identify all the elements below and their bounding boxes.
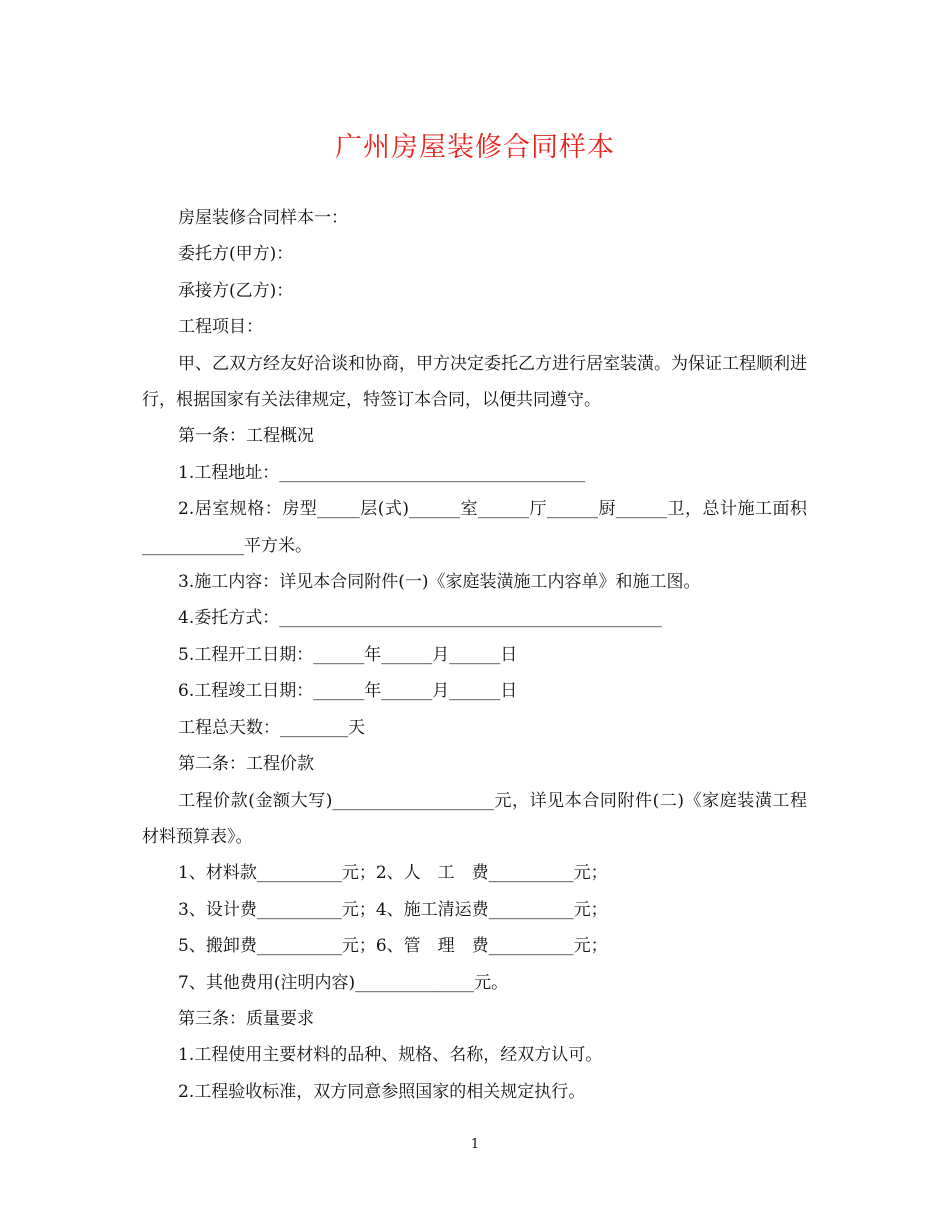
paragraph-preamble: 甲、乙双方经友好洽谈和协商，甲方决定委托乙方进行居室装潢。为保证工程顺利进行，根据国家有关法律规定，特签订本合同，以便共同遵守。 (142, 353, 807, 411)
document-title: 广州房屋装修合同样本 (335, 132, 615, 163)
paragraph-end-date: 6.工程竣工日期：______年______月______日 (178, 681, 518, 702)
paragraph-start-date: 5.工程开工日期：______年______月______日 (178, 644, 518, 665)
paragraph-project: 工程项目： (178, 317, 263, 338)
paragraph-party-b: 承接方(乙方)： (178, 280, 294, 301)
section-heading-3: 第三条：质量要求 (178, 1008, 314, 1029)
paragraph-fees-2: 3、设计费__________元；4、施工清运费__________元； (178, 899, 608, 920)
paragraph-party-a: 委托方(甲方)： (178, 244, 294, 265)
document-body (142, 200, 807, 1110)
paragraph-fees-4: 7、其他费用(注明内容)______________元。 (178, 972, 509, 993)
paragraph-sample-heading: 房屋装修合同样本一： (178, 208, 348, 228)
paragraph-content: 3.施工内容：详见本合同附件(一)《家庭装潢施工内容单》和施工图。 (178, 572, 701, 593)
paragraph-entrust-method: 4.委托方式：_____________________________________________ (178, 608, 662, 629)
paragraph-address: 1.工程地址：____________________________________ (178, 462, 586, 483)
paragraph-fees-3: 5、搬卸费__________元；6、管 理 费__________元； (178, 936, 608, 957)
paragraph-quality-1: 1.工程使用主要材料的品种、规格、名称，经双方认可。 (178, 1045, 603, 1066)
paragraph-price: 工程价款(金额大写)___________________元，详见本合同附件(二)《家庭装潢工程材料预算表》。 (142, 790, 807, 847)
paragraph-quality-2: 2.工程验收标准，双方同意参照国家的相关规定执行。 (178, 1081, 586, 1102)
section-heading-2: 第二条：工程价款 (178, 754, 314, 775)
paragraph-fees-1: 1、材料款__________元；2、人 工 费__________元； (178, 863, 608, 884)
section-heading-1: 第一条：工程概况 (178, 426, 314, 447)
paragraph-total-days: 工程总天数：________天 (178, 717, 365, 738)
paragraph-room-spec: 2.居室规格：房型_____层(式)______室______厅______厨______卫，总计施工面积____________平方米。 (142, 499, 807, 556)
page-number: 1 (470, 1137, 480, 1152)
